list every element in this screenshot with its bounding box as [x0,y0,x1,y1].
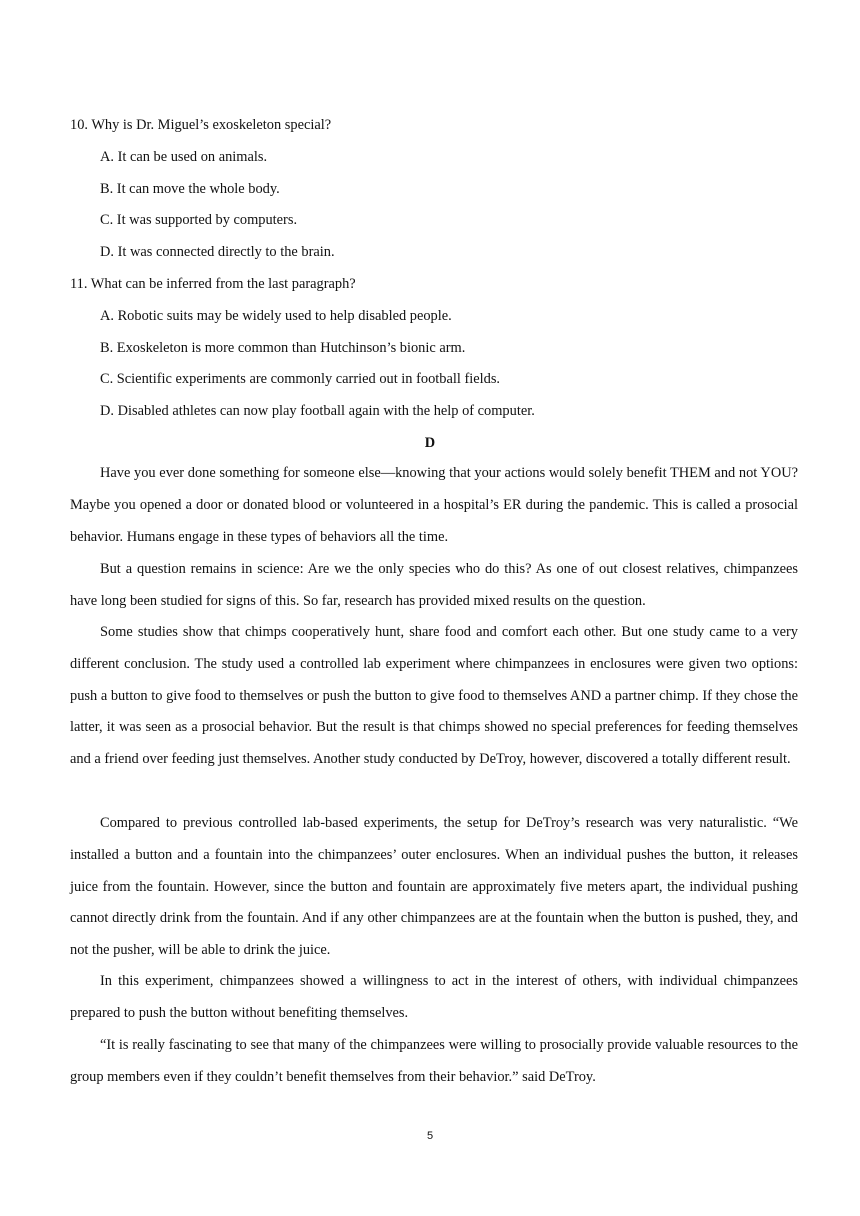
question-10-option-c: C. It was supported by computers. [100,212,298,228]
passage-paragraph-5: In this experiment, chimpanzees showed a willingness to act in the interest of others, with individual chimpanzees prepared to push the button without benefiting themselves. [70,973,798,1021]
page-number: 5 [426,1130,434,1142]
question-11-option-a: A. Robotic suits may be widely used to help disabled people. [100,308,452,324]
section-title: D [424,435,436,451]
passage-paragraph-6: “It is really fascinating to see that many of the chimpanzees were willing to prosocially provide valuable resources to the group members even if they couldn’t benefit themselves from their behavior.” said DeTroy. [70,1037,798,1085]
question-11-option-b: B. Exoskeleton is more common than Hutchinson’s bionic arm. [100,340,466,356]
question-10-option-a: A. It can be used on animals. [100,149,268,165]
passage-paragraph-2: But a question remains in science: Are we the only species who do this? As one of out closest relatives, chimpanzees have long been studied for signs of this. So far, research has provided mixed results on the question. [70,561,798,609]
question-11-stem: 11. What can be inferred from the last paragraph? [70,276,356,292]
question-11-option-c: C. Scientific experiments are commonly carried out in football fields. [100,371,501,387]
passage-paragraph-3: Some studies show that chimps cooperatively hunt, share food and comfort each other. But one study came to a very different conclusion. The study used a controlled lab experiment where chimpanzees in enclosures were given two options: push a button to give food to themselves or push the button to give food to themselves AND a partner chimp. If they chose the latter, it was seen as a prosocial behavior. But the result is that chimps showed no special preferences for feeding themselves and a friend over feeding just themselves. Another study conducted by DeTroy, however, discovered a totally different result. [70,624,798,768]
question-10-option-d: D. It was connected directly to the brain. [100,244,335,260]
passage-paragraph-1: Have you ever done something for someone else—knowing that your actions would solely benefit THEM and not YOU? Maybe you opened a door or donated blood or volunteered in a hospital’s ER during the pandemic. This is called a prosocial behavior. Humans engage in these types of behaviors all the time. [70,465,798,545]
question-11-option-d: D. Disabled athletes can now play football again with the help of computer. [100,403,535,419]
passage-paragraph-4: Compared to previous controlled lab-based experiments, the setup for DeTroy’s research was very naturalistic. “We installed a button and a fountain into the chimpanzees’ outer enclosures. When an individual pushes the button, it releases juice from the fountain. However, since the button and fountain are approximately five meters apart, the individual pushing cannot directly drink from the fountain. And if any other chimpanzees are at the fountain when the button is pushed, they, and not the pusher, will be able to drink the juice. [70,815,798,959]
question-10-stem: 10. Why is Dr. Miguel’s exoskeleton special? [70,117,332,133]
question-10-option-b: B. It can move the whole body. [100,181,280,197]
